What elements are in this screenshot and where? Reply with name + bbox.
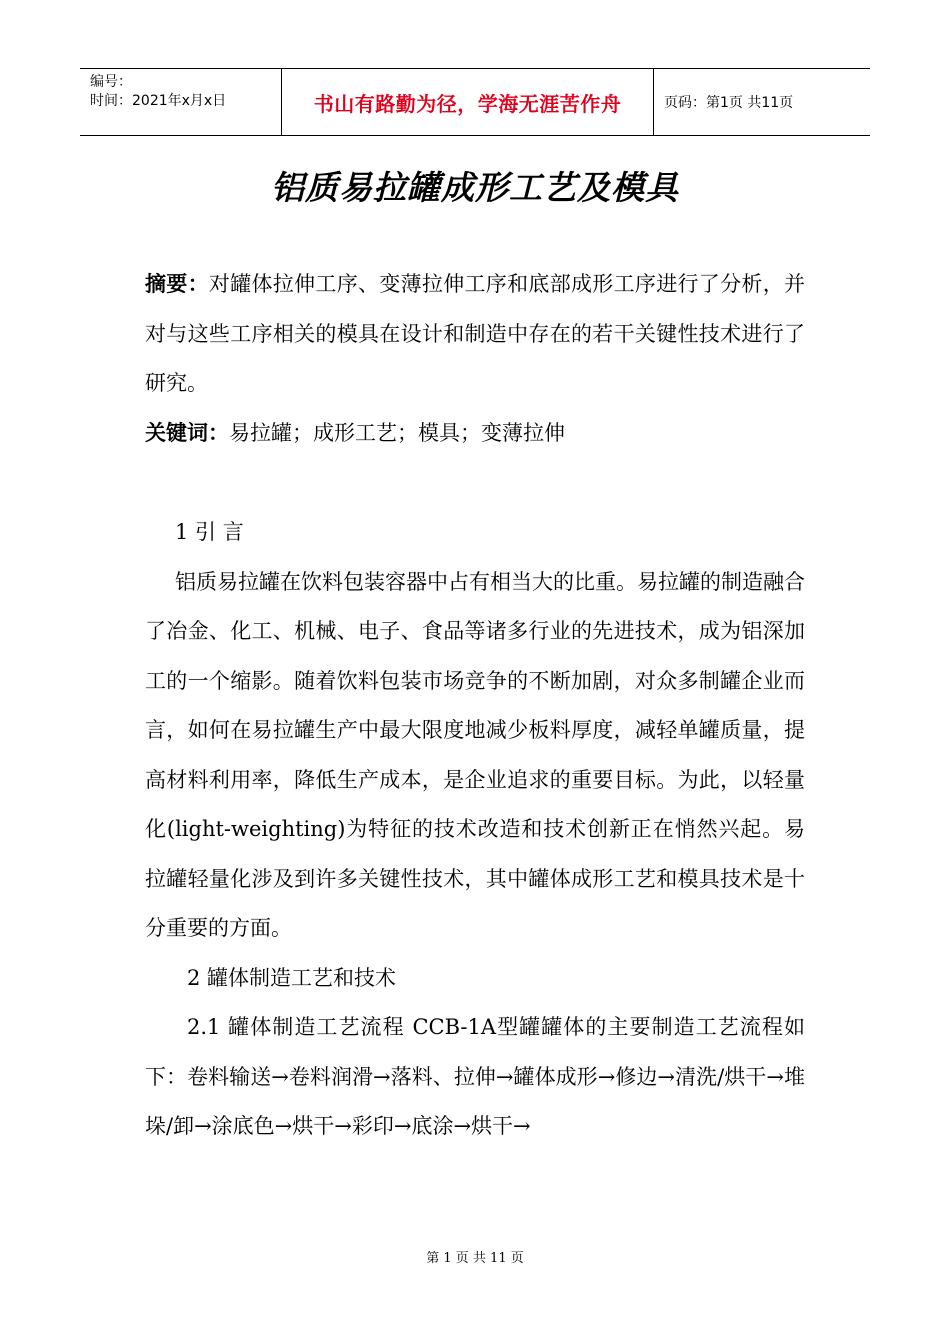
abstract-label: 摘要： bbox=[145, 272, 209, 296]
doc-date-label: 时间：2021年x月x日 bbox=[90, 93, 227, 109]
section1-heading: 1 引 言 bbox=[175, 520, 244, 544]
header-page-info: 页码：第1页 共11页 bbox=[664, 95, 794, 111]
abstract-paragraph bbox=[145, 260, 805, 409]
keywords-text: 易拉罐；成形工艺；模具；变薄拉伸 bbox=[229, 420, 565, 445]
document-title: 铝质易拉罐成形工艺及模具 bbox=[271, 168, 679, 207]
section2-heading: 2 罐体制造工艺和技术 bbox=[187, 965, 397, 990]
page-header bbox=[80, 68, 870, 136]
abstract-text: 对罐体拉伸工序、变薄拉伸工序和底部成形工序进行了分析，并对与这些工序相关的模具在设计和制造中存在的若干关键性技术进行了研究。 bbox=[145, 272, 806, 395]
keywords-paragraph bbox=[145, 409, 805, 459]
section2-1-paragraph: 2.1 罐体制造工艺流程 CCB-1A型罐罐体的主要制造工艺流程如下：卷料输送→卷料润滑→落料、拉伸→罐体成形→修边→清洗/烘干→堆垛/卸→涂底色→烘干→彩印→底涂→烘干→ bbox=[145, 1015, 805, 1138]
document-body bbox=[145, 260, 805, 1152]
header-motto: 书山有路勤为径，学海无涯苦作舟 bbox=[313, 91, 622, 116]
keywords-label: 关键词： bbox=[145, 420, 229, 445]
page-footer: 第 1 页 共 11 页 bbox=[426, 1251, 524, 1266]
section1-body: 铝质易拉罐在饮料包装容器中占有相当大的比重。易拉罐的制造融合了冶金、化工、机械、电子、食品等诸多行业的先进技术，成为铝深加工的一个缩影。随着饮料包装市场竞争的不断加剧，对众多制罐企业而言，如何在易拉罐生产中最大限度地减少板料厚度，减轻单罐质量，提高材料利用率，降低生产成本，是企业追求的重要目标。为此，以轻量化(light-weighting)为特征的技术改造和技术创新正在悄然兴起。易拉罐轻量化涉及到许多关键性技术，其中罐体成形工艺和模具技术是十分重要的方面。 bbox=[145, 569, 805, 940]
doc-number-label: 编号： bbox=[90, 74, 132, 90]
header-meta bbox=[80, 69, 282, 135]
header-motto-cell bbox=[282, 69, 654, 135]
